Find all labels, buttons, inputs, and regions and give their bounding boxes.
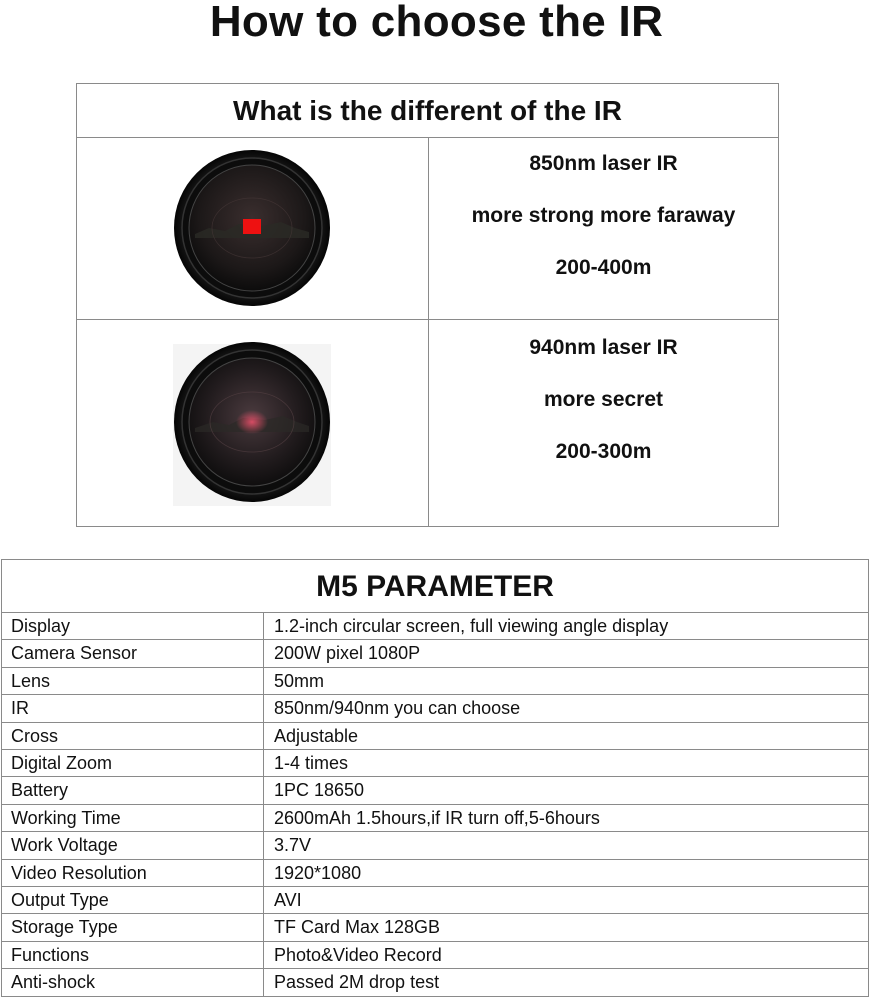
param-value: 1920*1080	[274, 862, 362, 883]
param-label: Storage Type	[2, 914, 264, 940]
param-value: 850nm/940nm you can choose	[274, 698, 521, 719]
ir-row-940	[77, 320, 778, 526]
param-value: TF Card Max 128GB	[274, 917, 441, 938]
ir-wavelength: 940nm laser IR	[529, 336, 678, 359]
param-label: Functions	[2, 942, 264, 968]
table-row	[2, 668, 868, 695]
ir-range: 200-300m	[555, 440, 652, 463]
param-label: Lens	[2, 668, 264, 694]
param-label: Display	[2, 613, 264, 639]
table-row	[2, 750, 868, 777]
table-row	[2, 805, 868, 832]
param-value: 1-4 times	[274, 752, 349, 773]
table-row	[2, 969, 868, 996]
param-label: Digital Zoom	[2, 750, 264, 776]
param-label: Battery	[2, 777, 264, 803]
parameter-heading: M5 PARAMETER	[2, 560, 868, 613]
table-row	[2, 723, 868, 750]
lens-940-wrapper	[173, 336, 331, 506]
ir-description: more secret	[543, 388, 664, 411]
lens-940-icon	[173, 336, 331, 506]
table-row	[2, 942, 868, 969]
ir-comparison-table	[76, 83, 779, 527]
ir-image-cell	[77, 138, 429, 319]
param-label: Working Time	[2, 805, 264, 831]
ir-range: 200-400m	[555, 256, 652, 279]
parameter-table	[1, 559, 869, 997]
param-value: Passed 2M drop test	[274, 972, 440, 993]
table-row	[2, 832, 868, 859]
ir-940-glow	[236, 410, 268, 434]
param-label: Work Voltage	[2, 832, 264, 858]
ir-wavelength: 850nm laser IR	[529, 152, 678, 175]
param-label: Output Type	[2, 887, 264, 913]
table-row	[2, 887, 868, 914]
ir-description: more strong more faraway	[471, 204, 736, 227]
ir-text-cell	[429, 320, 778, 526]
param-value: 2600mAh 1.5hours,if IR turn off,5-6hours	[274, 807, 600, 828]
param-label: Camera Sensor	[2, 640, 264, 666]
param-value: AVI	[274, 889, 302, 910]
parameter-rows	[2, 613, 868, 996]
page-title: How to choose the IR	[209, 0, 664, 46]
lens-850-icon	[173, 148, 331, 308]
table-row	[2, 914, 868, 941]
param-value: Photo&Video Record	[274, 944, 442, 965]
param-value: 50mm	[274, 670, 325, 691]
param-label: Anti-shock	[2, 969, 264, 996]
table-row	[2, 613, 868, 640]
param-value: 200W pixel 1080P	[274, 643, 421, 664]
table-row	[2, 860, 868, 887]
ir-comparison-heading: What is the different of the IR	[77, 84, 778, 138]
param-label: Video Resolution	[2, 860, 264, 886]
ir-text-cell	[429, 138, 778, 319]
param-label: IR	[2, 695, 264, 721]
param-value: Adjustable	[274, 725, 359, 746]
param-value: 3.7V	[274, 835, 312, 856]
param-label: Cross	[2, 723, 264, 749]
param-value: 1.2-inch circular screen, full viewing angle display	[274, 616, 669, 636]
ir-850-dot	[243, 219, 261, 234]
table-row	[2, 777, 868, 804]
ir-image-cell	[77, 320, 429, 526]
ir-row-850	[77, 138, 778, 320]
table-row	[2, 640, 868, 667]
table-row	[2, 695, 868, 722]
param-value: 1PC 18650	[274, 780, 365, 801]
